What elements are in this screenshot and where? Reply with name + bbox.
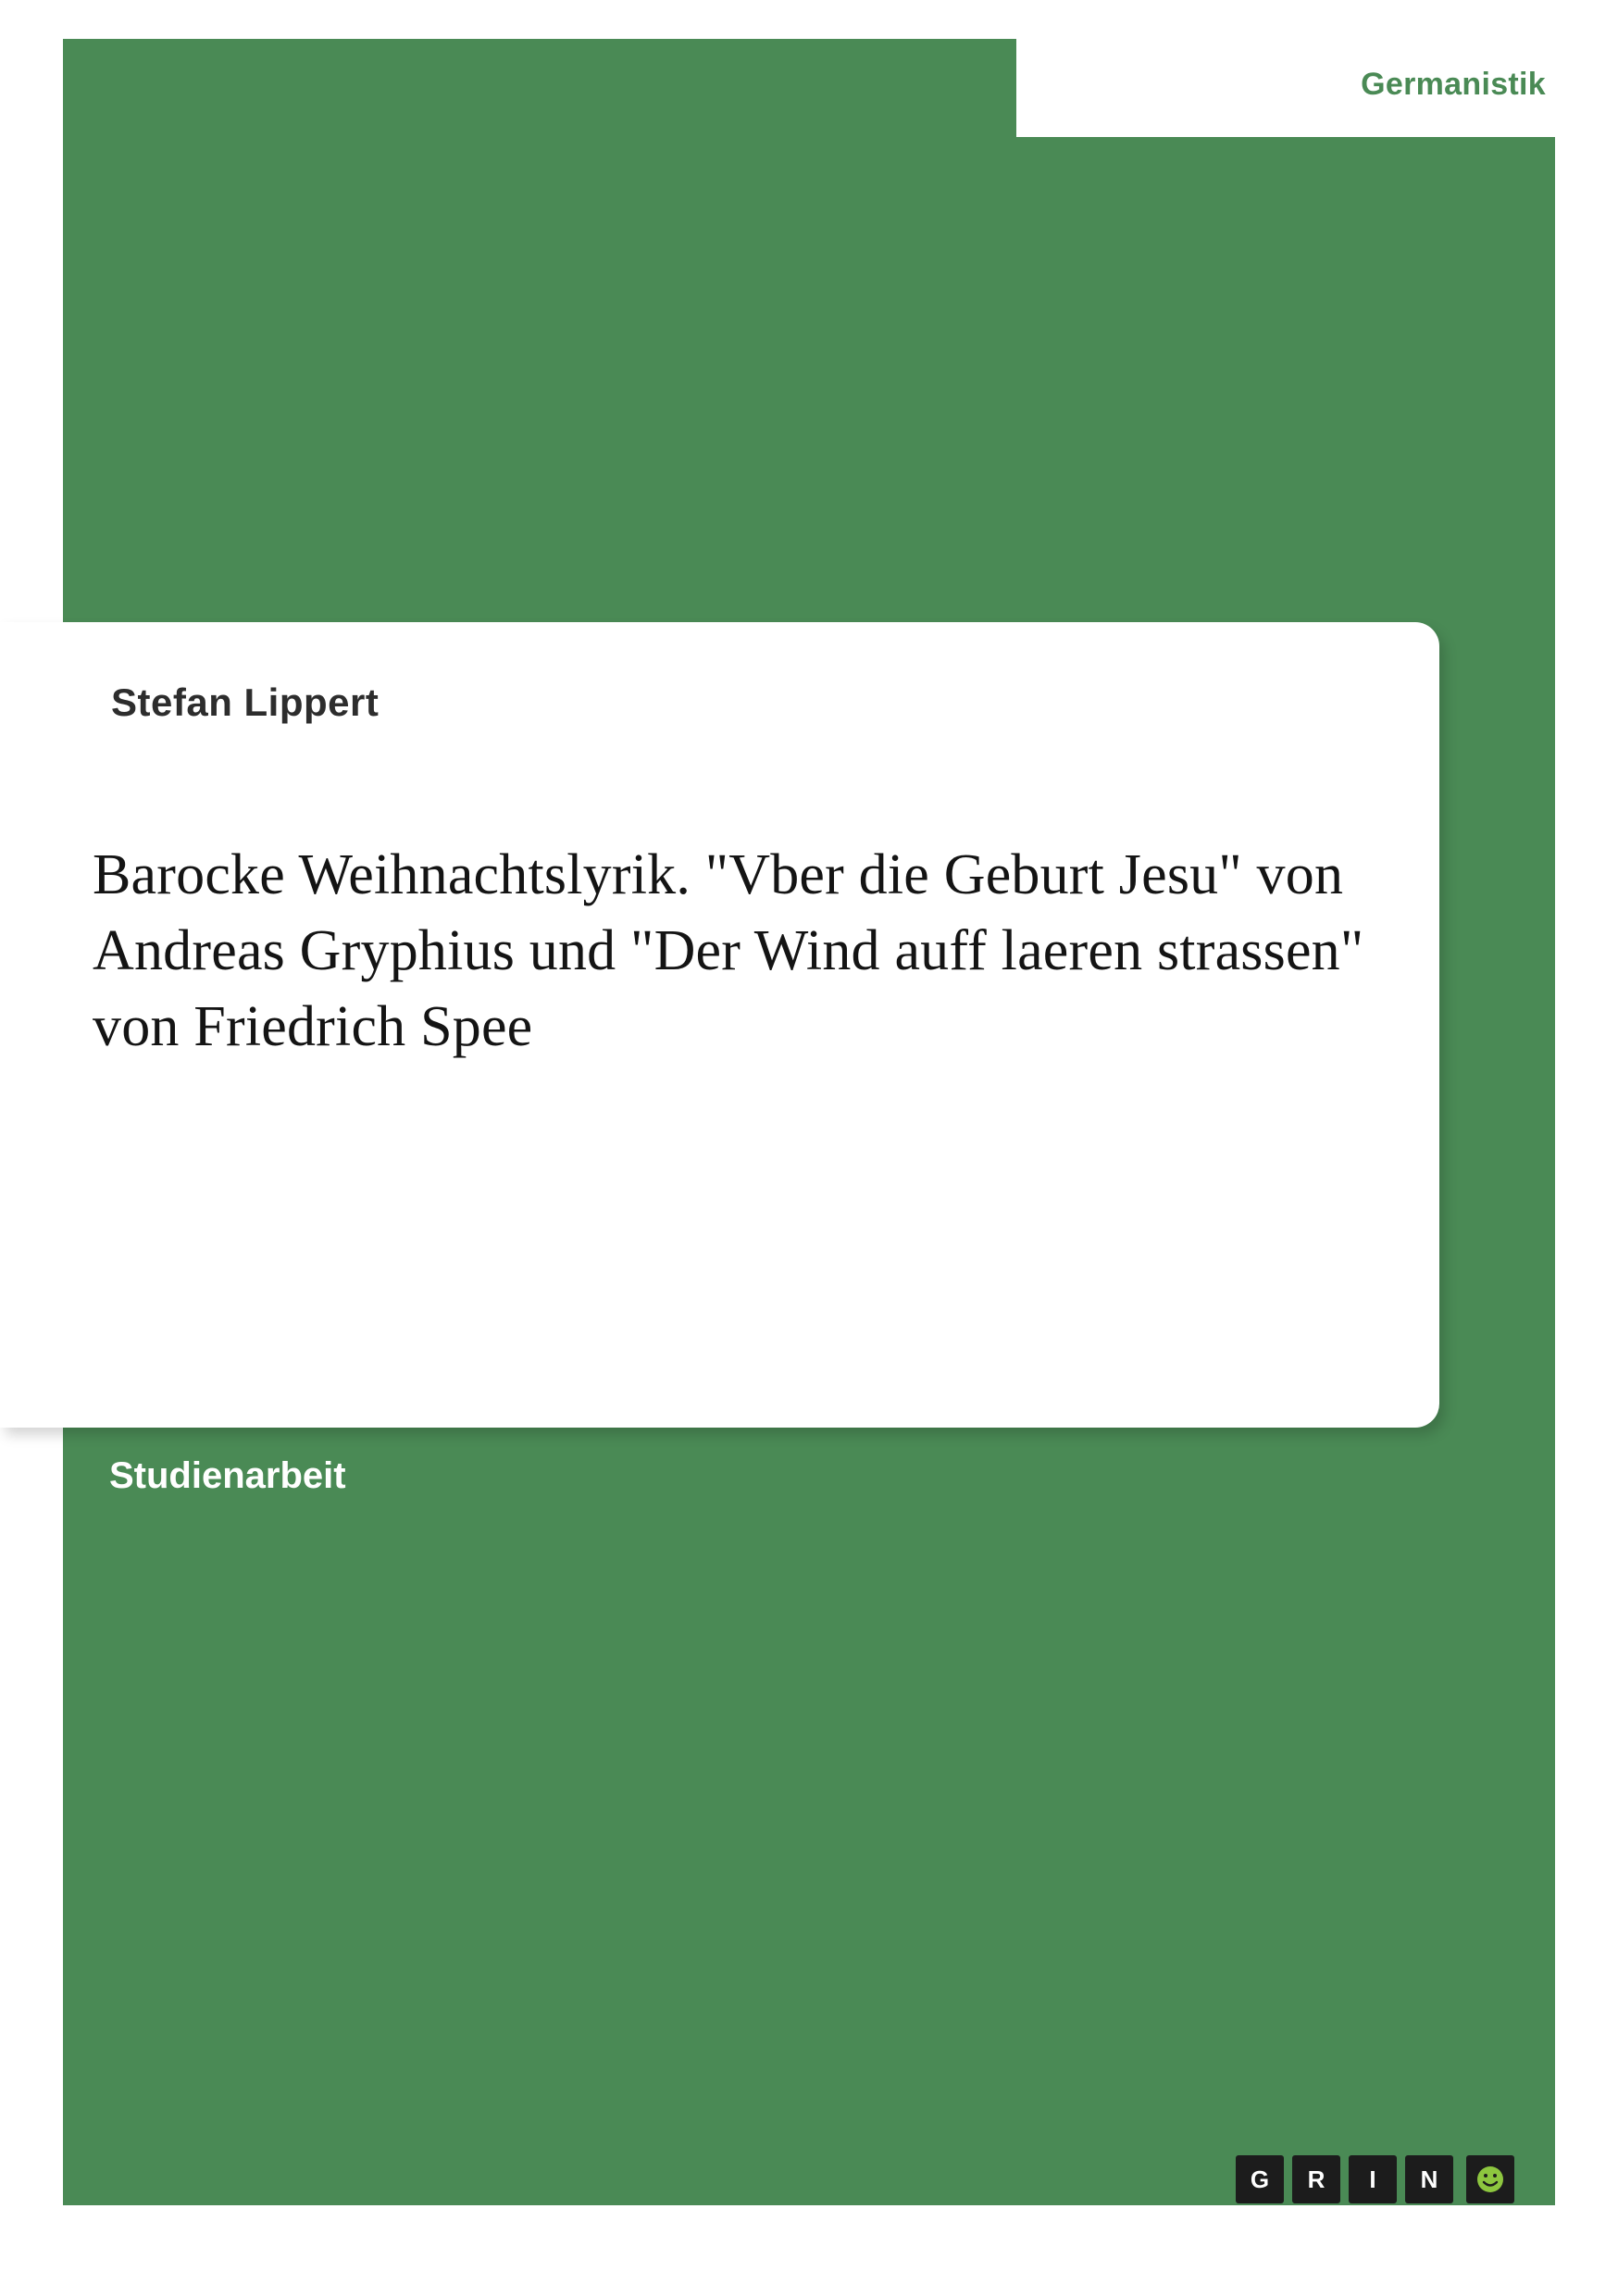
author-name: Stefan Lippert: [111, 680, 380, 724]
logo-letter-g: G: [1236, 2155, 1284, 2203]
logo-letter-i: I: [1349, 2155, 1397, 2203]
page-title: Barocke Weihnachtslyrik. "Vber die Geburt Jesu" von Andreas Gryphius und "Der Wind auff laeren strassen" von Friedrich Spee: [93, 843, 1364, 1058]
logo-letter-r: R: [1292, 2155, 1340, 2203]
logo-letter-n: N: [1405, 2155, 1453, 2203]
category-label: Germanistik: [1361, 67, 1546, 102]
document-type-label: Studienarbeit: [109, 1455, 346, 1496]
grin-logo: [1236, 2155, 1514, 2203]
smiley-icon: [1466, 2155, 1514, 2203]
